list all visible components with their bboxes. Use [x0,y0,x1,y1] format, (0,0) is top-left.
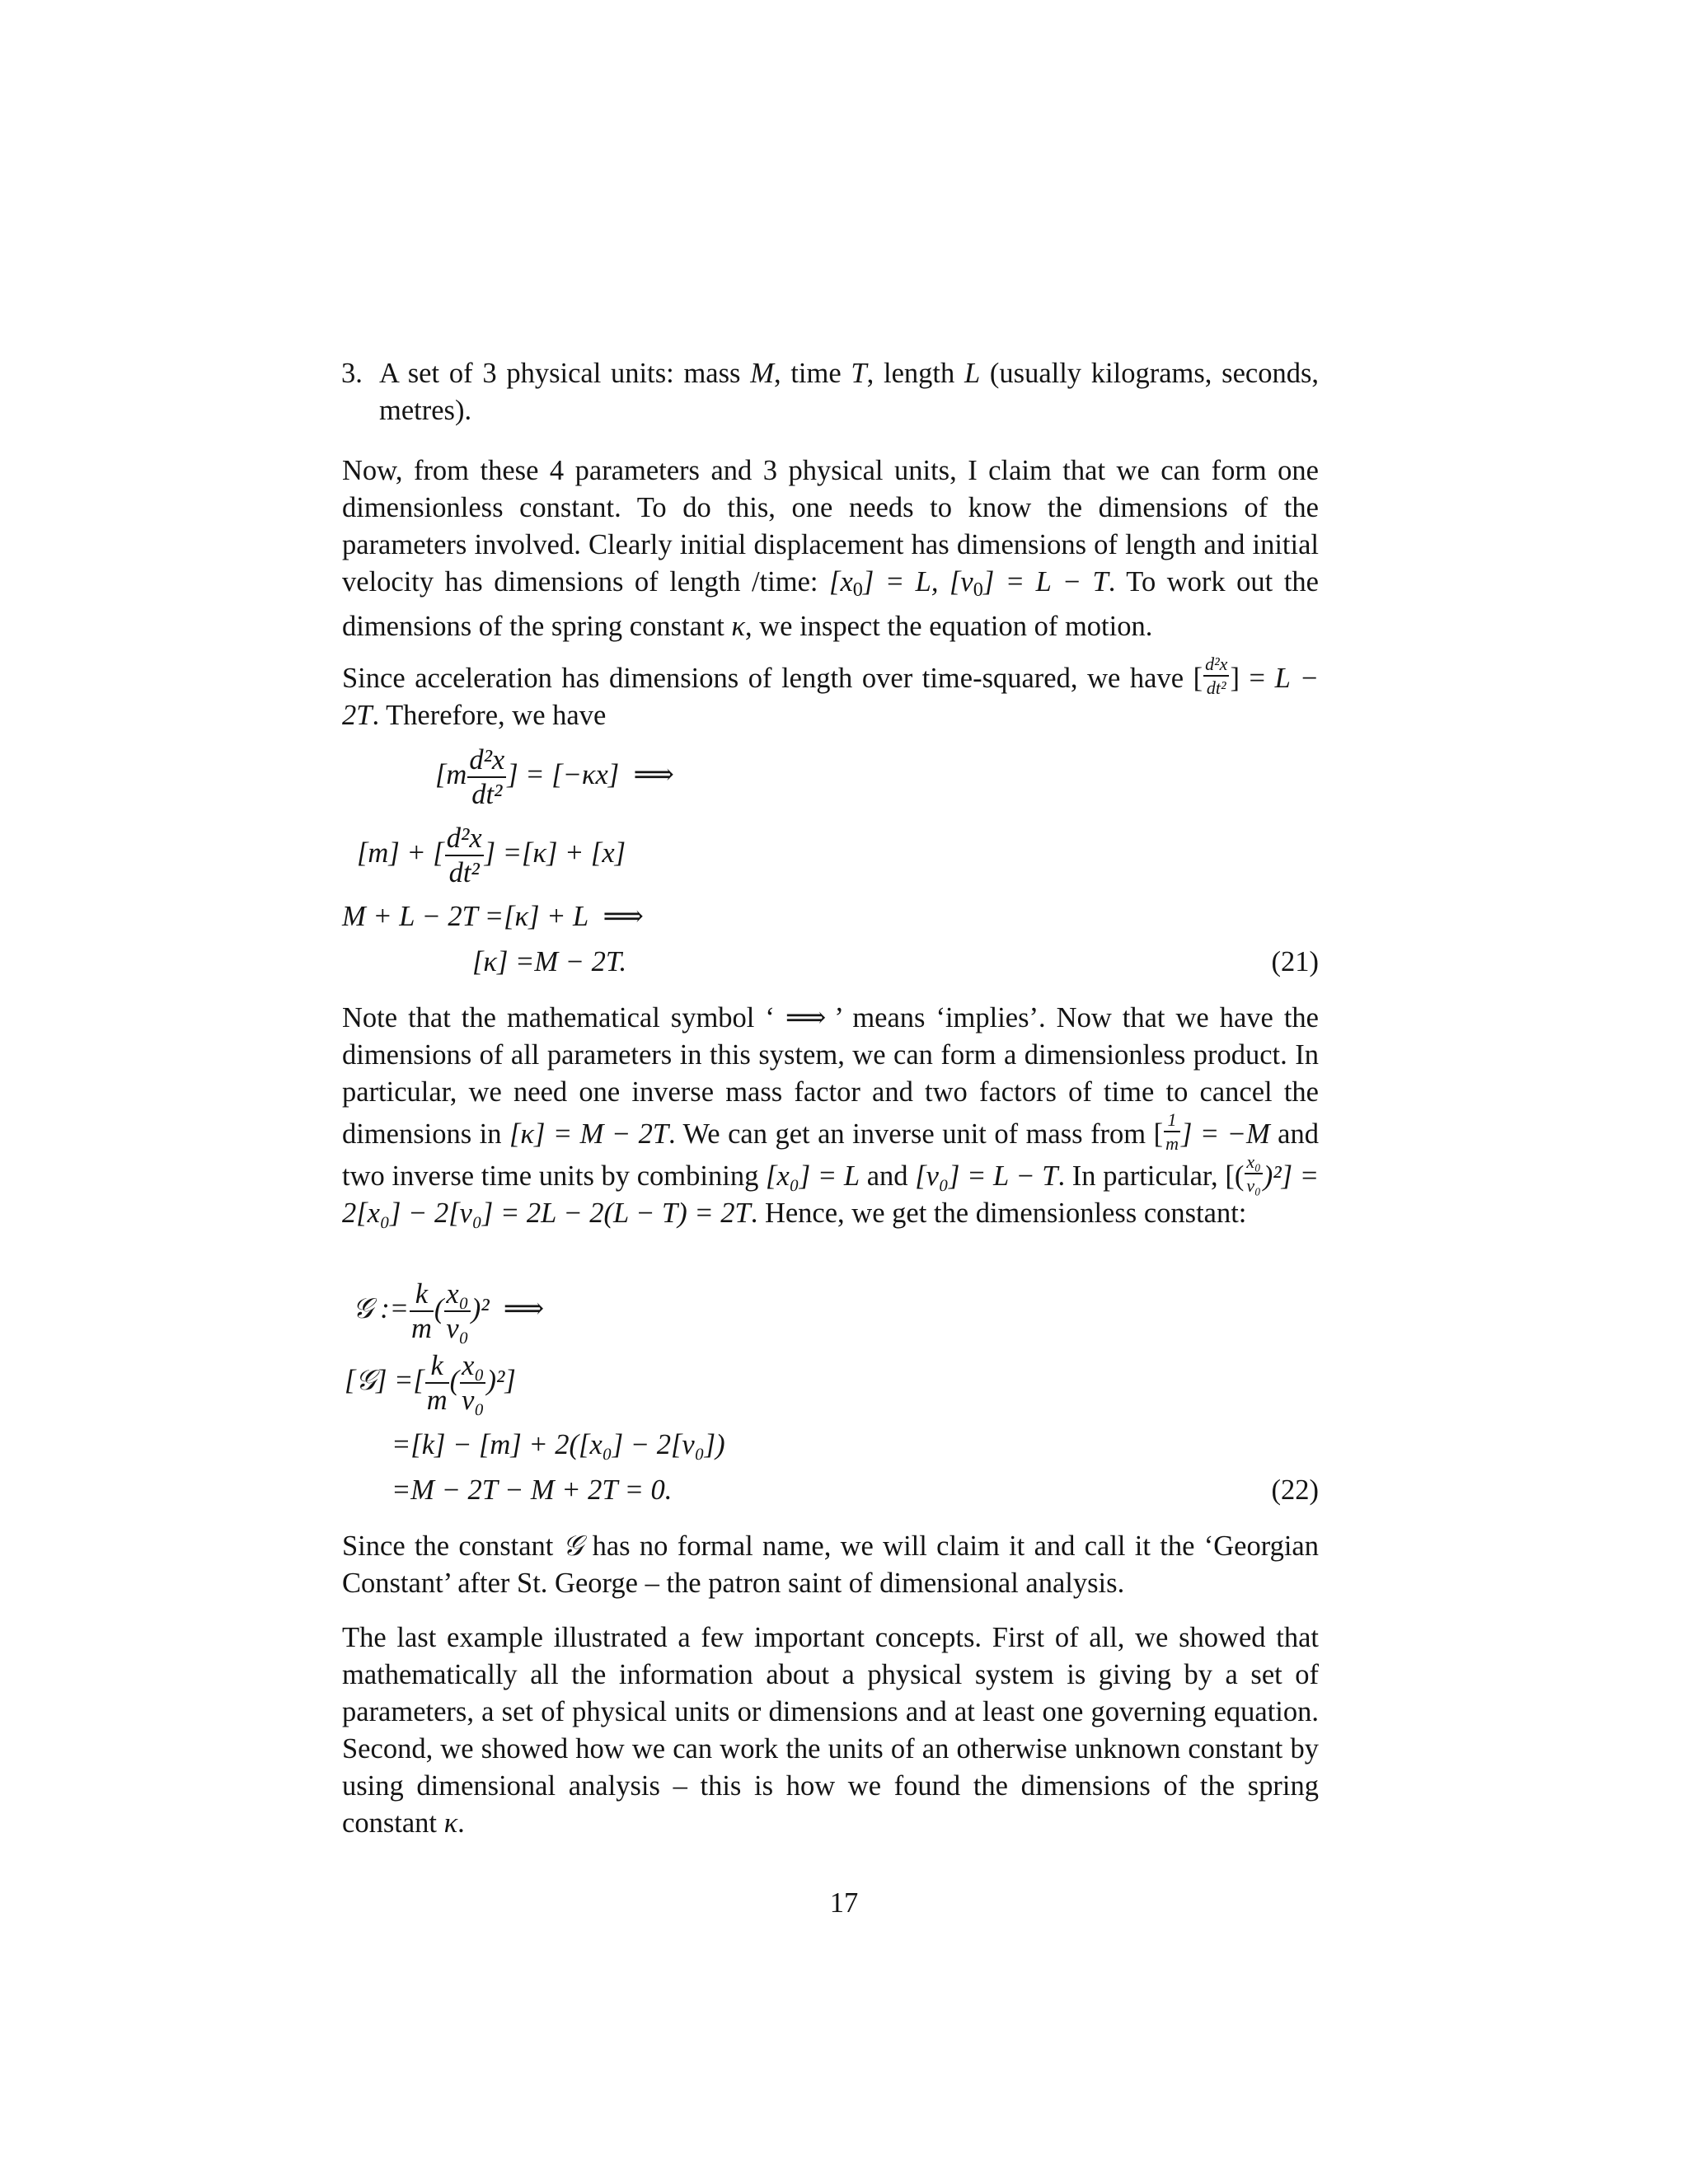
para4-text-b: has no formal name, we will claim it and call it the ‘Georgian Constant’ after St. George – the patron saint of dimensional analysis. [342,1530,1319,1599]
para3-text-g: . In particular, [( [1057,1160,1245,1192]
symbol-M: M [750,358,774,389]
fraction-denominator: dt² [448,856,480,888]
math-sub-0: 0 [852,579,863,602]
paragraph-georgian-constant [342,1528,1319,1602]
fraction-k-over-m [425,1352,449,1414]
fraction-k-over-m [410,1280,434,1343]
eq21-line1-fraction [467,746,506,808]
fraction-x0-over-v0 [460,1352,485,1414]
fraction-numerator: x₀ [460,1352,485,1384]
eq21-line1 [435,746,672,808]
eq22-line3-text: =[k] − [m] + 2([x₀] − 2[v₀]) [392,1429,725,1460]
eq22-line1-left: 𝒢 := [353,1292,409,1324]
math-x0-bracket: [x [829,566,853,598]
eq22-line4 [392,1472,672,1509]
eq21-line2-fraction [445,824,484,887]
paragraph-conclusion [342,1619,1319,1842]
math-v0-bracket: ] = L, [v [862,566,973,598]
list-item-number: 3. [341,358,363,389]
eq22-line2: [𝒢] =[ $\frac{k}{m}$ ( $\frac{\text{x₀}}{\text{v₀}}$ )²] [345,1350,516,1416]
para5-text-a: The last example illustrated a few important concepts. First of all, we showed that mathematically all the information about a physical system is giving by a set of parameters, a set of physical units or dimensions and at least one governing equation. Second, we showed how we can work the units of an otherwise unknown constant by using dimensional analysis – this is how we found the dimensions of the spring constant [342,1622,1319,1839]
para2-text-c: . Therefore, we have [372,700,607,731]
fraction-numerator: x₀ [1245,1153,1262,1174]
exponent-squared: ² [481,1292,490,1324]
para5-text-b: . [457,1807,465,1839]
eq21-line3-text: M + L − 2T =[κ] + L [342,901,589,932]
eq21-line2 [357,824,626,887]
implies-symbol: ⟹ [503,1292,542,1324]
eq21-line3 [342,898,641,935]
paragraph-acceleration [342,655,1319,734]
fraction-numerator: k [425,1352,449,1384]
implies-symbol: ⟹ [785,1002,824,1033]
symbol-kappa: κ [443,1807,458,1839]
implies-symbol: ⟹ [603,901,641,932]
para3-text-a: Note that the mathematical symbol ‘ [342,1002,785,1033]
para3-text-c: . We can get an inverse unit of mass from [ [668,1118,1164,1150]
eq21-line4 [472,944,626,981]
para3-text-f: and [860,1160,916,1192]
fraction-denominator: m [1165,1133,1179,1154]
eq22-line3 [392,1427,725,1464]
eq22-line1: 𝒢 := $\frac{k}{m}$ ( $\frac{\text{x₀}}{\text{v₀}}$ )² ⟹ [353,1278,542,1344]
list-text-prefix: A set of 3 physical units: mass [379,358,751,389]
fraction-denominator: m [426,1384,448,1416]
math-v0-equals: [v₀] = L − T [915,1160,1058,1192]
fraction-denominator: v₀ [446,1312,469,1344]
para1-text-c: , we inspect the equation of motion. [744,611,1153,643]
fraction-d2x-dt2 [1203,655,1229,697]
eq21-line1-left: [m [435,758,467,790]
para4-text-a: Since the constant [342,1530,563,1562]
fraction-x0-over-v0 [1245,1153,1262,1195]
fraction-numerator: 1 [1164,1111,1180,1132]
para3-text-e: and two inverse time units by combining [342,1118,1319,1192]
fraction-denominator: dt² [1206,677,1226,698]
para2-text-a: Since acceleration has dimensions of length over time-squared, we have [ [342,663,1203,694]
para3-math-h: )²] = 2[x₀] − 2[v₀] = 2L − 2(L − T) = 2T [342,1160,1319,1229]
para3-text-b: ’ means ‘implies’. Now that we have the dimensions of all parameters in this system, we can form a dimensionless product. In particular, we need one inverse mass factor and two factors of time to cancel the dimensions in [342,1002,1319,1150]
list-text-mid2: , length [866,358,964,389]
para3-text-d: ] = −M [1181,1118,1270,1150]
fraction-denominator: v₀ [1246,1175,1261,1196]
para1-text-b: . To work out the dimensions of the spring constant [342,566,1319,643]
fraction-numerator: d²x [1203,655,1229,677]
symbol-G: 𝒢 [562,1530,584,1562]
paragraph-implies [342,1000,1319,1232]
math-sub-0b: 0 [973,579,983,602]
eq21-line4-text: [κ] =M − 2T. [472,946,627,977]
list-item-units [341,355,1320,429]
para1-text-a: Now, from these 4 parameters and 3 physical units, I claim that we can form one dimensionless constant. To do this, one needs to know the dimensions of the parameters involved. Clearly initial displacement has dimensions of length and initial velocity has dimensions of length /time: [342,455,1319,598]
math-L-minus-T: ] = L − T [982,566,1109,598]
para2-text-b: ] = [1230,663,1275,694]
equation-number-22: (22) [1271,1474,1319,1506]
fraction-1-over-m [1164,1111,1180,1153]
page-number: 17 [829,1887,859,1919]
symbol-T: T [851,358,867,389]
equation-number-21: (21) [1271,946,1319,977]
math-kappa-dimension: [κ] = M − 2T [509,1118,669,1150]
para3-text-i: . Hence, we get the dimensionless constant: [750,1197,1247,1229]
implies-symbol: ⟹ [633,758,672,790]
list-text-mid1: , time [773,358,851,389]
fraction-x0-over-v0 [444,1280,470,1343]
fraction-numerator: k [410,1280,434,1312]
list-text-suffix: (usually kilograms, seconds, metres). [379,358,1320,426]
eq22-line4-text: =M − 2T − M + 2T = 0. [392,1474,673,1506]
symbol-L: L [964,358,981,389]
fraction-numerator: d²x [445,824,484,856]
paragraph-parameters [342,452,1319,645]
fraction-numerator: d²x [467,746,506,778]
eq22-line2-left: [𝒢] =[ [345,1364,424,1396]
eq21-line1-right: ] = [−κx] [507,758,620,790]
fraction-numerator: x₀ [444,1280,470,1312]
fraction-denominator: dt² [471,778,503,810]
fraction-denominator: m [410,1312,432,1344]
math-L-minus-2T: L − 2T [342,663,1319,731]
symbol-kappa: κ [731,611,745,643]
eq21-line2-left: [m] + [ [357,837,444,869]
eq22-line2-right: ²] [495,1364,516,1396]
eq21-line2-right: ] =[κ] + [x] [484,837,626,869]
math-x0-equals-L: [x₀] = L [766,1160,860,1192]
fraction-denominator: v₀ [462,1384,485,1416]
